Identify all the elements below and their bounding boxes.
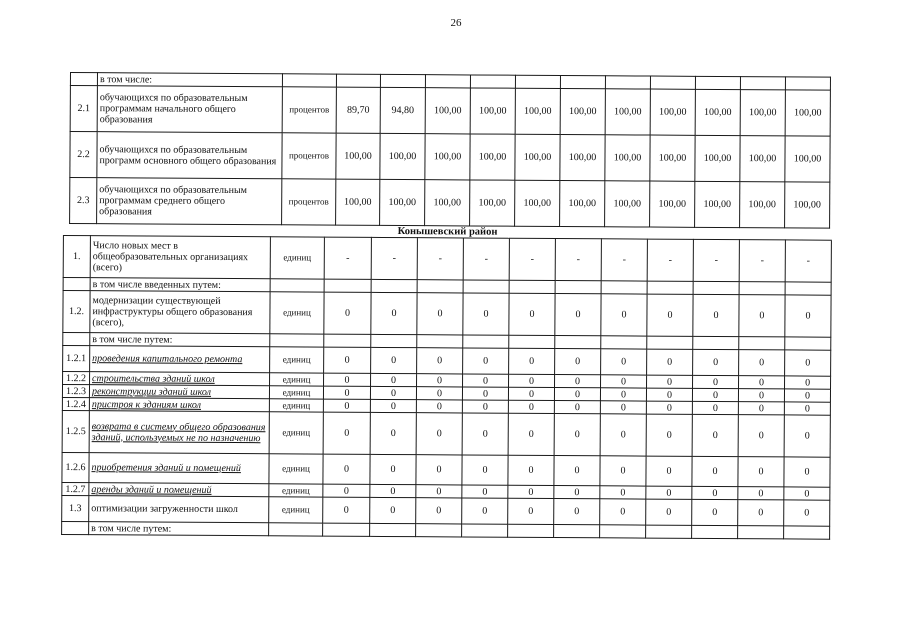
value-cell: - xyxy=(371,237,417,279)
row-unit: единиц xyxy=(269,497,323,523)
table-row xyxy=(70,178,830,229)
value-cell xyxy=(324,334,371,347)
row-unit: процентов xyxy=(282,87,336,133)
row-unit: единиц xyxy=(269,412,323,454)
row-unit: единиц xyxy=(269,386,323,399)
row-label: реконструкции зданий школ xyxy=(89,385,269,399)
value-cell: 0 xyxy=(693,349,739,375)
value-cell: 0 xyxy=(601,349,647,375)
row-label: проведения капитального ремонта xyxy=(90,346,270,373)
row-label: обучающихся по образовательным программ основного общего образования xyxy=(97,132,282,179)
table-row xyxy=(70,86,830,137)
value-cell: 100,00 xyxy=(380,133,425,179)
value-cell: 100,00 xyxy=(650,181,695,227)
value-cell: 0 xyxy=(646,388,692,401)
value-cell: 100,00 xyxy=(785,90,830,136)
row-number: 1.2.2 xyxy=(63,372,90,385)
row-number: 1.3 xyxy=(62,495,89,521)
value-cell: - xyxy=(601,239,647,281)
value-cell: - xyxy=(739,240,785,282)
value-cell: 100,00 xyxy=(560,134,605,180)
row-label: модернизации существующей инфраструктуры общего образования (всего), xyxy=(90,291,270,334)
value-cell: 0 xyxy=(738,402,784,415)
row-unit: единиц xyxy=(270,237,324,279)
value-cell: - xyxy=(463,238,509,280)
value-cell: - xyxy=(555,239,601,281)
value-cell xyxy=(508,524,554,537)
value-cell xyxy=(601,336,647,349)
value-cell xyxy=(462,524,508,537)
subheader-label: в том числе: xyxy=(97,73,282,87)
value-cell: 0 xyxy=(416,498,462,524)
table-row xyxy=(62,410,830,457)
value-cell: 0 xyxy=(555,294,601,336)
value-cell: 0 xyxy=(692,486,738,499)
value-cell: 0 xyxy=(785,295,831,337)
value-cell xyxy=(371,279,417,292)
value-cell: 0 xyxy=(508,498,554,524)
value-cell: 100,00 xyxy=(425,134,470,180)
value-cell: 100,00 xyxy=(515,134,560,180)
value-cell: 0 xyxy=(647,349,693,375)
value-cell: 100,00 xyxy=(605,89,650,135)
value-cell: 0 xyxy=(646,499,692,525)
value-cell: 0 xyxy=(692,414,738,456)
value-cell: 0 xyxy=(508,455,554,485)
value-cell xyxy=(555,281,601,294)
value-cell: 0 xyxy=(370,497,416,523)
row-label: Число новых мест в общеобразовательных организациях (всего) xyxy=(90,236,270,279)
value-cell: 0 xyxy=(417,348,463,374)
value-cell: 0 xyxy=(739,376,785,389)
row-label: пристроя к зданиям школ xyxy=(89,398,269,412)
value-cell: 0 xyxy=(508,400,554,413)
value-cell: 94,80 xyxy=(380,87,425,133)
value-cell: 0 xyxy=(463,374,509,387)
row-label: обучающихся по образовательным программам начального общего образования xyxy=(97,86,282,133)
value-cell: 0 xyxy=(508,485,554,498)
value-cell: 0 xyxy=(370,412,416,454)
table-row xyxy=(63,236,831,283)
value-cell: 0 xyxy=(692,499,738,525)
row-unit: единиц xyxy=(269,484,323,497)
value-cell: 0 xyxy=(784,487,830,500)
value-cell: 0 xyxy=(462,400,508,413)
row-label: в том числе введенных путем: xyxy=(90,278,270,292)
value-cell: 0 xyxy=(509,374,555,387)
row-number xyxy=(63,333,90,346)
value-cell xyxy=(692,525,738,538)
value-cell: 0 xyxy=(370,399,416,412)
value-cell: 0 xyxy=(738,457,784,487)
row-number: 1.2.7 xyxy=(62,482,89,495)
value-cell: 0 xyxy=(600,388,646,401)
table-row xyxy=(63,291,831,338)
value-cell: 0 xyxy=(416,387,462,400)
page-number: 26 xyxy=(450,17,462,29)
indicators-table-2 xyxy=(61,224,832,540)
row-label: оптимизации загруженности школ xyxy=(89,496,269,523)
value-cell: 0 xyxy=(555,349,601,375)
row-number: 1.2.6 xyxy=(62,452,89,482)
value-cell: 0 xyxy=(417,293,463,335)
value-cell xyxy=(600,525,646,538)
value-cell: 100,00 xyxy=(605,135,650,181)
value-cell: 0 xyxy=(509,348,555,374)
value-cell: 100,00 xyxy=(425,88,470,134)
value-cell: 100,00 xyxy=(740,182,785,228)
value-cell: 0 xyxy=(784,389,830,402)
value-cell xyxy=(555,336,601,349)
value-cell: 0 xyxy=(324,373,371,386)
row-number xyxy=(62,521,89,534)
value-cell: 0 xyxy=(601,294,647,336)
value-cell: 0 xyxy=(693,375,739,388)
value-cell: - xyxy=(785,240,831,282)
value-cell: 100,00 xyxy=(650,135,695,181)
value-cell xyxy=(601,281,647,294)
value-cell: 0 xyxy=(784,402,830,415)
row-label: в том числе путем: xyxy=(89,522,269,536)
value-cell: 0 xyxy=(600,456,646,486)
row-unit xyxy=(270,334,324,347)
row-label: строительства зданий школ xyxy=(90,372,270,386)
value-cell xyxy=(324,279,371,292)
value-cell xyxy=(647,336,693,349)
value-cell: 0 xyxy=(738,487,784,500)
value-cell: 100,00 xyxy=(605,181,650,227)
value-cell: 100,00 xyxy=(740,136,785,182)
value-cell: 100,00 xyxy=(336,179,380,225)
value-cell: 0 xyxy=(370,484,416,497)
value-cell: - xyxy=(693,239,739,281)
value-cell: 100,00 xyxy=(695,89,740,135)
value-cell: 0 xyxy=(417,374,463,387)
value-cell: 0 xyxy=(508,413,554,455)
row-unit xyxy=(270,279,324,292)
row-unit: единиц xyxy=(269,399,323,412)
row-unit: процентов xyxy=(282,133,336,179)
row-unit: процентов xyxy=(282,179,336,225)
value-cell: 0 xyxy=(462,485,508,498)
value-cell: 100,00 xyxy=(695,135,740,181)
value-cell: 0 xyxy=(416,413,462,455)
value-cell: 0 xyxy=(555,375,601,388)
value-cell: 0 xyxy=(370,386,416,399)
value-cell: 100,00 xyxy=(785,182,830,228)
value-cell: 100,00 xyxy=(515,88,560,134)
value-cell xyxy=(646,525,692,538)
value-cell: 0 xyxy=(323,399,370,412)
value-cell xyxy=(323,523,370,536)
value-cell: 0 xyxy=(647,375,693,388)
value-cell: 0 xyxy=(692,456,738,486)
value-cell: 0 xyxy=(463,348,509,374)
row-number: 2.2 xyxy=(70,132,97,178)
value-cell: 0 xyxy=(323,412,370,454)
value-cell: 100,00 xyxy=(740,90,785,136)
value-cell: 0 xyxy=(692,388,738,401)
row-number: 2.3 xyxy=(70,178,97,224)
value-cell xyxy=(647,281,693,294)
value-cell xyxy=(785,337,831,350)
value-cell: 0 xyxy=(323,386,370,399)
value-cell: 0 xyxy=(371,373,417,386)
value-cell: 100,00 xyxy=(380,179,425,225)
value-cell: 0 xyxy=(601,375,647,388)
value-cell: 0 xyxy=(693,294,739,336)
value-cell: 0 xyxy=(323,484,370,497)
value-cell xyxy=(416,524,462,537)
value-cell: 0 xyxy=(600,414,646,456)
value-cell: 0 xyxy=(646,414,692,456)
value-cell: 100,00 xyxy=(470,180,515,226)
row-label: аренды зданий и помещений xyxy=(89,483,269,497)
value-cell xyxy=(417,280,463,293)
value-cell: - xyxy=(647,239,693,281)
value-cell: 0 xyxy=(370,454,416,484)
value-cell: 0 xyxy=(554,414,600,456)
value-cell: 0 xyxy=(323,497,370,523)
value-cell xyxy=(785,282,831,295)
value-cell: 0 xyxy=(416,455,462,485)
value-cell: 0 xyxy=(554,456,600,486)
row-label: обучающихся по образовательным программам среднего общего образования xyxy=(97,178,282,225)
num-cell xyxy=(70,73,97,86)
value-cell: 100,00 xyxy=(515,180,560,226)
value-cell: 0 xyxy=(692,401,738,414)
value-cell: 0 xyxy=(600,499,646,525)
value-cell xyxy=(739,337,785,350)
value-cell: 100,00 xyxy=(336,133,380,179)
value-cell: 0 xyxy=(463,293,509,335)
value-cell: 0 xyxy=(739,350,785,376)
value-cell: 0 xyxy=(324,347,371,373)
row-label: возврата в систему общего образования зданий, используемых не по назначению xyxy=(89,411,269,454)
value-cell xyxy=(463,280,509,293)
value-cell: 0 xyxy=(738,500,784,526)
value-cell: 0 xyxy=(462,455,508,485)
row-number: 1.2.3 xyxy=(62,385,89,398)
value-cell: 100,00 xyxy=(470,88,515,134)
value-cell xyxy=(417,335,463,348)
value-cell: - xyxy=(417,238,463,280)
value-cell: 0 xyxy=(738,415,784,457)
value-cell xyxy=(463,335,509,348)
value-cell: - xyxy=(324,237,371,279)
value-cell: 0 xyxy=(600,401,646,414)
value-cell: 100,00 xyxy=(650,89,695,135)
value-cell: 0 xyxy=(738,389,784,402)
row-unit: единиц xyxy=(270,292,324,334)
row-number: 1.2.4 xyxy=(62,397,89,410)
value-cell: 0 xyxy=(462,413,508,455)
value-cell: 0 xyxy=(554,388,600,401)
row-unit xyxy=(269,523,323,536)
value-cell: 0 xyxy=(785,350,831,376)
value-cell: 0 xyxy=(509,293,555,335)
value-cell xyxy=(371,334,417,347)
value-cell: 0 xyxy=(646,401,692,414)
table-row xyxy=(70,132,830,183)
row-number: 2.1 xyxy=(70,86,97,132)
value-cell xyxy=(509,280,555,293)
value-cell: 0 xyxy=(646,486,692,499)
value-cell: 0 xyxy=(785,376,831,389)
value-cell: 100,00 xyxy=(560,88,605,134)
value-cell: 0 xyxy=(739,295,785,337)
table-row xyxy=(62,452,830,487)
value-cell: 0 xyxy=(784,457,830,487)
value-cell: 100,00 xyxy=(695,181,740,227)
value-cell: 0 xyxy=(371,292,417,334)
value-cell: - xyxy=(509,238,555,280)
value-cell: 0 xyxy=(371,347,417,373)
row-label: в том числе путем: xyxy=(90,333,270,347)
value-cell: 0 xyxy=(646,456,692,486)
section-title: Конышевский район xyxy=(63,224,831,240)
value-cell: 0 xyxy=(600,486,646,499)
value-cell: 0 xyxy=(784,500,830,526)
value-cell: 0 xyxy=(323,454,370,484)
value-cell xyxy=(693,281,739,294)
row-unit: единиц xyxy=(270,373,324,386)
value-cell: 0 xyxy=(462,387,508,400)
value-cell xyxy=(739,282,785,295)
value-cell xyxy=(693,336,739,349)
value-cell: 89,70 xyxy=(336,87,380,133)
value-cell: 0 xyxy=(647,294,693,336)
value-cell: 0 xyxy=(416,485,462,498)
value-cell: 0 xyxy=(554,499,600,525)
value-cell: 0 xyxy=(508,387,554,400)
row-number: 1.2.1 xyxy=(63,346,90,372)
value-cell xyxy=(370,523,416,536)
value-cell xyxy=(509,335,555,348)
row-unit: единиц xyxy=(270,347,324,373)
row-number: 1. xyxy=(63,236,90,278)
value-cell: 0 xyxy=(554,486,600,499)
value-cell: 0 xyxy=(784,415,830,457)
value-cell xyxy=(784,526,830,539)
row-unit: единиц xyxy=(269,454,323,484)
value-cell xyxy=(738,526,784,539)
value-cell: 100,00 xyxy=(785,136,830,182)
row-number: 1.2. xyxy=(63,291,90,333)
value-cell: 100,00 xyxy=(425,180,470,226)
value-cell xyxy=(554,525,600,538)
row-number: 1.2.5 xyxy=(62,410,89,452)
value-cell: 0 xyxy=(416,400,462,413)
value-cell: 100,00 xyxy=(560,180,605,226)
value-cell: 0 xyxy=(462,498,508,524)
value-cell: 100,00 xyxy=(470,134,515,180)
value-cell: 0 xyxy=(554,401,600,414)
row-number xyxy=(63,278,90,291)
indicators-table-1 xyxy=(69,72,831,229)
value-cell: 0 xyxy=(324,292,371,334)
row-label: приобретения зданий и помещений xyxy=(89,453,269,484)
